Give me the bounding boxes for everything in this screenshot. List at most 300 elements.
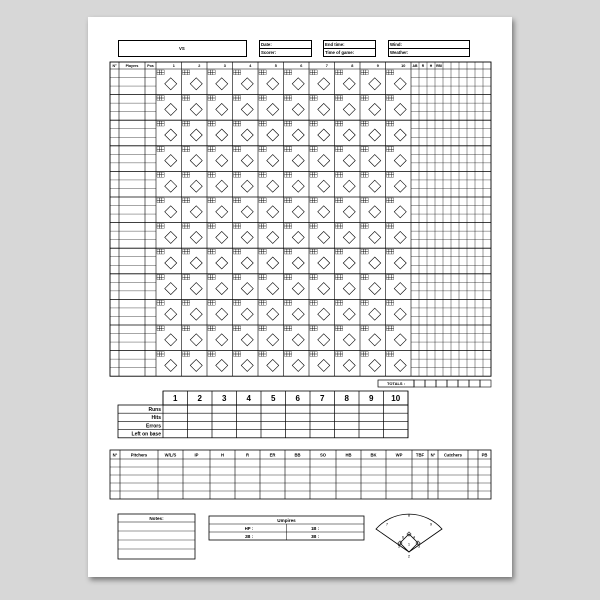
pitch-count-box[interactable] [213, 70, 215, 72]
pitch-count-box[interactable] [338, 121, 340, 123]
pitch-count-box[interactable] [185, 96, 187, 98]
pitch-count-box[interactable] [185, 70, 187, 72]
pitch-count-box[interactable] [366, 198, 368, 200]
pitch-count-box[interactable] [259, 300, 261, 302]
pitch-count-box[interactable] [259, 200, 261, 202]
base-diamond[interactable] [394, 180, 406, 192]
pitch-count-box[interactable] [285, 300, 287, 302]
pitch-count-box[interactable] [162, 149, 164, 151]
pitch-count-box[interactable] [289, 277, 291, 279]
pitch-count-box[interactable] [213, 175, 215, 177]
pitch-count-box[interactable] [387, 121, 389, 123]
pitch-count-box[interactable] [238, 72, 240, 74]
pitch-count-box[interactable] [336, 96, 338, 98]
pitch-count-box[interactable] [391, 328, 393, 330]
pitch-count-box[interactable] [338, 352, 340, 354]
pitch-count-box[interactable] [312, 326, 314, 328]
pitch-count-box[interactable] [285, 326, 287, 328]
pitch-count-box[interactable] [363, 70, 365, 72]
pitch-count-box[interactable] [287, 200, 289, 202]
pitch-count-box[interactable] [361, 198, 363, 200]
pitch-count-box[interactable] [159, 198, 161, 200]
pitch-count-box[interactable] [387, 252, 389, 254]
totals-cell[interactable] [414, 380, 425, 387]
pitch-count-box[interactable] [315, 172, 317, 174]
pitch-count-box[interactable] [391, 96, 393, 98]
pitch-count-box[interactable] [315, 147, 317, 149]
pitch-count-box[interactable] [157, 172, 159, 174]
base-diamond[interactable] [190, 334, 202, 346]
pitch-count-box[interactable] [234, 98, 236, 100]
pitch-count-box[interactable] [338, 326, 340, 328]
pitch-count-box[interactable] [338, 147, 340, 149]
pitch-count-box[interactable] [264, 354, 266, 356]
pitch-count-box[interactable] [389, 147, 391, 149]
base-diamond[interactable] [216, 359, 228, 371]
pitch-count-box[interactable] [264, 147, 266, 149]
totals-cell[interactable] [458, 380, 469, 387]
pitch-count-box[interactable] [361, 226, 363, 228]
pitch-count-box[interactable] [213, 328, 215, 330]
pitch-count-box[interactable] [162, 300, 164, 302]
pitch-count-box[interactable] [210, 275, 212, 277]
pitch-count-box[interactable] [391, 352, 393, 354]
pitch-count-box[interactable] [264, 149, 266, 151]
pitch-count-box[interactable] [238, 328, 240, 330]
pitch-count-box[interactable] [261, 198, 263, 200]
pitch-count-box[interactable] [264, 224, 266, 226]
pitch-count-box[interactable] [208, 326, 210, 328]
pitch-count-box[interactable] [213, 172, 215, 174]
base-diamond[interactable] [267, 78, 279, 90]
pitch-count-box[interactable] [261, 226, 263, 228]
pitch-count-box[interactable] [236, 252, 238, 254]
pitch-count-box[interactable] [389, 326, 391, 328]
pitch-count-box[interactable] [287, 96, 289, 98]
pitch-count-box[interactable] [310, 275, 312, 277]
base-diamond[interactable] [165, 359, 177, 371]
pitch-count-box[interactable] [287, 277, 289, 279]
pitch-count-box[interactable] [208, 354, 210, 356]
base-diamond[interactable] [292, 155, 304, 167]
pitch-count-box[interactable] [366, 124, 368, 126]
base-diamond[interactable] [394, 231, 406, 243]
pitch-count-box[interactable] [234, 224, 236, 226]
pitch-count-box[interactable] [289, 326, 291, 328]
pitch-count-box[interactable] [389, 303, 391, 305]
pitch-count-box[interactable] [162, 277, 164, 279]
pitch-count-box[interactable] [389, 200, 391, 202]
pitch-count-box[interactable] [259, 198, 261, 200]
pitch-count-box[interactable] [336, 98, 338, 100]
pitch-count-box[interactable] [210, 124, 212, 126]
pitch-count-box[interactable] [157, 352, 159, 354]
pitch-count-box[interactable] [310, 198, 312, 200]
pitch-count-box[interactable] [236, 275, 238, 277]
pitch-count-box[interactable] [289, 303, 291, 305]
pitch-count-box[interactable] [289, 252, 291, 254]
pitch-count-box[interactable] [264, 277, 266, 279]
base-diamond[interactable] [190, 283, 202, 295]
pitch-count-box[interactable] [185, 172, 187, 174]
pitch-count-box[interactable] [336, 303, 338, 305]
pitch-count-box[interactable] [236, 121, 238, 123]
pitch-count-box[interactable] [315, 149, 317, 151]
pitch-count-box[interactable] [361, 249, 363, 251]
pitch-count-box[interactable] [187, 277, 189, 279]
pitch-count-box[interactable] [361, 300, 363, 302]
pitch-count-box[interactable] [289, 224, 291, 226]
pitch-count-box[interactable] [187, 147, 189, 149]
pitch-count-box[interactable] [183, 124, 185, 126]
base-diamond[interactable] [292, 206, 304, 218]
base-diamond[interactable] [394, 308, 406, 320]
pitch-count-box[interactable] [183, 277, 185, 279]
pitch-count-box[interactable] [236, 300, 238, 302]
pitch-count-box[interactable] [340, 72, 342, 74]
pitch-count-box[interactable] [157, 224, 159, 226]
pitch-count-box[interactable] [208, 98, 210, 100]
pitch-count-box[interactable] [261, 124, 263, 126]
base-diamond[interactable] [190, 180, 202, 192]
pitch-count-box[interactable] [236, 172, 238, 174]
pitch-count-box[interactable] [340, 96, 342, 98]
pitch-count-box[interactable] [234, 249, 236, 251]
pitch-count-box[interactable] [185, 277, 187, 279]
pitch-count-box[interactable] [238, 121, 240, 123]
pitch-count-box[interactable] [315, 354, 317, 356]
pitch-count-box[interactable] [210, 328, 212, 330]
pitch-count-box[interactable] [340, 147, 342, 149]
pitch-count-box[interactable] [185, 175, 187, 177]
pitch-count-box[interactable] [183, 303, 185, 305]
pitch-count-box[interactable] [363, 277, 365, 279]
base-diamond[interactable] [216, 308, 228, 320]
pitch-count-box[interactable] [366, 275, 368, 277]
pitch-count-box[interactable] [234, 275, 236, 277]
pitch-count-box[interactable] [391, 224, 393, 226]
pitch-count-box[interactable] [287, 70, 289, 72]
pitch-count-box[interactable] [340, 352, 342, 354]
pitch-count-box[interactable] [210, 300, 212, 302]
base-diamond[interactable] [165, 155, 177, 167]
base-diamond[interactable] [190, 78, 202, 90]
pitch-count-box[interactable] [363, 354, 365, 356]
pitch-count-box[interactable] [287, 175, 289, 177]
pitch-count-box[interactable] [340, 326, 342, 328]
pitch-count-box[interactable] [315, 326, 317, 328]
pitch-count-box[interactable] [261, 277, 263, 279]
pitch-count-box[interactable] [391, 277, 393, 279]
pitch-count-box[interactable] [187, 224, 189, 226]
pitch-count-box[interactable] [210, 224, 212, 226]
pitch-count-box[interactable] [363, 224, 365, 226]
pitch-count-box[interactable] [261, 175, 263, 177]
pitch-count-box[interactable] [264, 328, 266, 330]
pitch-count-box[interactable] [285, 249, 287, 251]
pitch-count-box[interactable] [289, 96, 291, 98]
pitch-count-box[interactable] [310, 96, 312, 98]
pitch-count-box[interactable] [183, 147, 185, 149]
pitch-count-box[interactable] [185, 354, 187, 356]
pitch-count-box[interactable] [210, 149, 212, 151]
pitch-count-box[interactable] [315, 98, 317, 100]
pitch-count-box[interactable] [287, 352, 289, 354]
pitch-count-box[interactable] [236, 72, 238, 74]
pitch-count-box[interactable] [361, 70, 363, 72]
pitch-count-box[interactable] [213, 98, 215, 100]
base-diamond[interactable] [369, 78, 381, 90]
pitch-count-box[interactable] [366, 96, 368, 98]
pitch-count-box[interactable] [287, 275, 289, 277]
pitch-count-box[interactable] [312, 147, 314, 149]
pitch-count-box[interactable] [363, 172, 365, 174]
pitch-count-box[interactable] [287, 98, 289, 100]
pitch-count-box[interactable] [387, 249, 389, 251]
base-diamond[interactable] [343, 78, 355, 90]
base-diamond[interactable] [165, 78, 177, 90]
pitch-count-box[interactable] [312, 70, 314, 72]
pitch-count-box[interactable] [310, 303, 312, 305]
pitch-count-box[interactable] [210, 72, 212, 74]
pitch-count-box[interactable] [340, 98, 342, 100]
pitch-count-box[interactable] [361, 149, 363, 151]
pitch-count-box[interactable] [238, 70, 240, 72]
pitch-count-box[interactable] [336, 172, 338, 174]
base-diamond[interactable] [394, 257, 406, 269]
pitch-count-box[interactable] [264, 175, 266, 177]
pitch-count-box[interactable] [366, 200, 368, 202]
pitch-count-box[interactable] [261, 200, 263, 202]
pitch-count-box[interactable] [315, 70, 317, 72]
pitch-count-box[interactable] [315, 200, 317, 202]
pitch-count-box[interactable] [389, 198, 391, 200]
pitch-count-box[interactable] [287, 252, 289, 254]
pitch-count-box[interactable] [289, 249, 291, 251]
pitch-count-box[interactable] [289, 352, 291, 354]
pitch-count-box[interactable] [159, 121, 161, 123]
pitch-count-box[interactable] [310, 352, 312, 354]
pitch-count-box[interactable] [391, 275, 393, 277]
pitch-count-box[interactable] [183, 326, 185, 328]
pitch-count-box[interactable] [236, 98, 238, 100]
pitch-count-box[interactable] [157, 175, 159, 177]
pitch-count-box[interactable] [389, 275, 391, 277]
pitch-count-box[interactable] [389, 98, 391, 100]
pitch-count-box[interactable] [213, 252, 215, 254]
pitch-count-box[interactable] [213, 249, 215, 251]
pitch-count-box[interactable] [210, 70, 212, 72]
pitch-count-box[interactable] [185, 326, 187, 328]
pitch-count-box[interactable] [285, 200, 287, 202]
pitch-count-box[interactable] [366, 300, 368, 302]
pitch-count-box[interactable] [238, 149, 240, 151]
pitch-count-box[interactable] [340, 252, 342, 254]
pitch-count-box[interactable] [183, 172, 185, 174]
pitch-count-box[interactable] [310, 226, 312, 228]
pitch-count-box[interactable] [285, 147, 287, 149]
base-diamond[interactable] [216, 103, 228, 115]
pitch-count-box[interactable] [187, 172, 189, 174]
pitch-count-box[interactable] [264, 300, 266, 302]
pitch-count-box[interactable] [363, 96, 365, 98]
pitch-count-box[interactable] [264, 226, 266, 228]
pitch-count-box[interactable] [338, 172, 340, 174]
pitch-count-box[interactable] [213, 200, 215, 202]
pitch-count-box[interactable] [285, 121, 287, 123]
pitch-count-box[interactable] [234, 326, 236, 328]
pitch-count-box[interactable] [238, 354, 240, 356]
pitch-count-box[interactable] [336, 70, 338, 72]
base-diamond[interactable] [267, 283, 279, 295]
pitch-count-box[interactable] [312, 96, 314, 98]
pitch-count-box[interactable] [387, 147, 389, 149]
base-diamond[interactable] [216, 257, 228, 269]
pitch-count-box[interactable] [312, 354, 314, 356]
pitch-count-box[interactable] [208, 226, 210, 228]
pitch-count-box[interactable] [259, 70, 261, 72]
pitch-count-box[interactable] [363, 147, 365, 149]
base-diamond[interactable] [343, 180, 355, 192]
pitch-count-box[interactable] [264, 249, 266, 251]
pitch-count-box[interactable] [261, 147, 263, 149]
pitch-count-box[interactable] [340, 275, 342, 277]
pitch-count-box[interactable] [340, 303, 342, 305]
pitch-count-box[interactable] [234, 124, 236, 126]
pitch-count-box[interactable] [187, 252, 189, 254]
totals-cell[interactable] [469, 380, 480, 387]
pitch-count-box[interactable] [213, 303, 215, 305]
pitch-count-box[interactable] [363, 175, 365, 177]
pitch-count-box[interactable] [183, 98, 185, 100]
pitch-count-box[interactable] [183, 200, 185, 202]
pitch-count-box[interactable] [315, 72, 317, 74]
base-diamond[interactable] [216, 78, 228, 90]
pitch-count-box[interactable] [387, 328, 389, 330]
pitch-count-box[interactable] [183, 354, 185, 356]
pitch-count-box[interactable] [185, 303, 187, 305]
pitch-count-box[interactable] [310, 172, 312, 174]
pitch-count-box[interactable] [187, 328, 189, 330]
pitch-count-box[interactable] [363, 121, 365, 123]
pitch-count-box[interactable] [261, 249, 263, 251]
base-diamond[interactable] [241, 334, 253, 346]
pitch-count-box[interactable] [361, 352, 363, 354]
pitch-count-box[interactable] [287, 72, 289, 74]
pitch-count-box[interactable] [236, 352, 238, 354]
pitch-count-box[interactable] [157, 98, 159, 100]
pitch-count-box[interactable] [238, 352, 240, 354]
pitch-count-box[interactable] [285, 354, 287, 356]
pitch-count-box[interactable] [234, 198, 236, 200]
pitch-count-box[interactable] [340, 172, 342, 174]
pitch-count-box[interactable] [361, 98, 363, 100]
pitch-count-box[interactable] [162, 198, 164, 200]
pitch-count-box[interactable] [213, 198, 215, 200]
pitch-count-box[interactable] [366, 354, 368, 356]
pitch-count-box[interactable] [185, 200, 187, 202]
pitch-count-box[interactable] [210, 175, 212, 177]
totals-cell[interactable] [425, 380, 436, 387]
pitch-count-box[interactable] [389, 249, 391, 251]
pitch-count-box[interactable] [340, 300, 342, 302]
pitch-count-box[interactable] [261, 252, 263, 254]
base-diamond[interactable] [292, 257, 304, 269]
pitch-count-box[interactable] [338, 124, 340, 126]
pitch-count-box[interactable] [387, 277, 389, 279]
pitch-count-box[interactable] [338, 224, 340, 226]
pitch-count-box[interactable] [336, 249, 338, 251]
pitch-count-box[interactable] [338, 175, 340, 177]
pitch-count-box[interactable] [366, 352, 368, 354]
pitch-count-box[interactable] [310, 72, 312, 74]
base-diamond[interactable] [165, 206, 177, 218]
pitch-count-box[interactable] [361, 224, 363, 226]
pitch-count-box[interactable] [310, 175, 312, 177]
base-diamond[interactable] [267, 129, 279, 141]
pitch-count-box[interactable] [210, 352, 212, 354]
pitch-count-box[interactable] [159, 149, 161, 151]
pitch-count-box[interactable] [234, 175, 236, 177]
pitch-count-box[interactable] [159, 70, 161, 72]
pitch-count-box[interactable] [159, 252, 161, 254]
pitch-count-box[interactable] [336, 300, 338, 302]
pitch-count-box[interactable] [162, 303, 164, 305]
base-diamond[interactable] [216, 334, 228, 346]
pitch-count-box[interactable] [185, 252, 187, 254]
pitch-count-box[interactable] [340, 175, 342, 177]
pitch-count-box[interactable] [366, 226, 368, 228]
pitch-count-box[interactable] [312, 121, 314, 123]
pitch-count-box[interactable] [213, 275, 215, 277]
pitch-count-box[interactable] [391, 172, 393, 174]
pitch-count-box[interactable] [238, 252, 240, 254]
pitch-count-box[interactable] [340, 124, 342, 126]
base-diamond[interactable] [318, 155, 330, 167]
pitch-count-box[interactable] [363, 72, 365, 74]
pitch-count-box[interactable] [287, 300, 289, 302]
pitch-count-box[interactable] [234, 352, 236, 354]
pitch-count-box[interactable] [391, 300, 393, 302]
pitch-count-box[interactable] [363, 200, 365, 202]
pitch-count-box[interactable] [162, 326, 164, 328]
pitch-count-box[interactable] [387, 303, 389, 305]
pitch-count-box[interactable] [234, 277, 236, 279]
pitch-count-box[interactable] [238, 224, 240, 226]
pitch-count-box[interactable] [208, 200, 210, 202]
pitch-count-box[interactable] [183, 72, 185, 74]
pitch-count-box[interactable] [389, 352, 391, 354]
pitch-count-box[interactable] [238, 303, 240, 305]
pitch-count-box[interactable] [187, 96, 189, 98]
pitch-count-box[interactable] [264, 326, 266, 328]
pitch-count-box[interactable] [157, 328, 159, 330]
pitch-count-box[interactable] [208, 224, 210, 226]
pitch-count-box[interactable] [259, 275, 261, 277]
pitch-count-box[interactable] [213, 147, 215, 149]
pitch-count-box[interactable] [312, 252, 314, 254]
pitch-count-box[interactable] [361, 326, 363, 328]
pitch-count-box[interactable] [391, 326, 393, 328]
pitch-count-box[interactable] [162, 121, 164, 123]
pitch-count-box[interactable] [391, 252, 393, 254]
pitch-count-box[interactable] [234, 149, 236, 151]
pitch-count-box[interactable] [387, 200, 389, 202]
pitch-count-box[interactable] [259, 303, 261, 305]
pitch-count-box[interactable] [315, 249, 317, 251]
pitch-count-box[interactable] [289, 121, 291, 123]
pitch-count-box[interactable] [159, 326, 161, 328]
